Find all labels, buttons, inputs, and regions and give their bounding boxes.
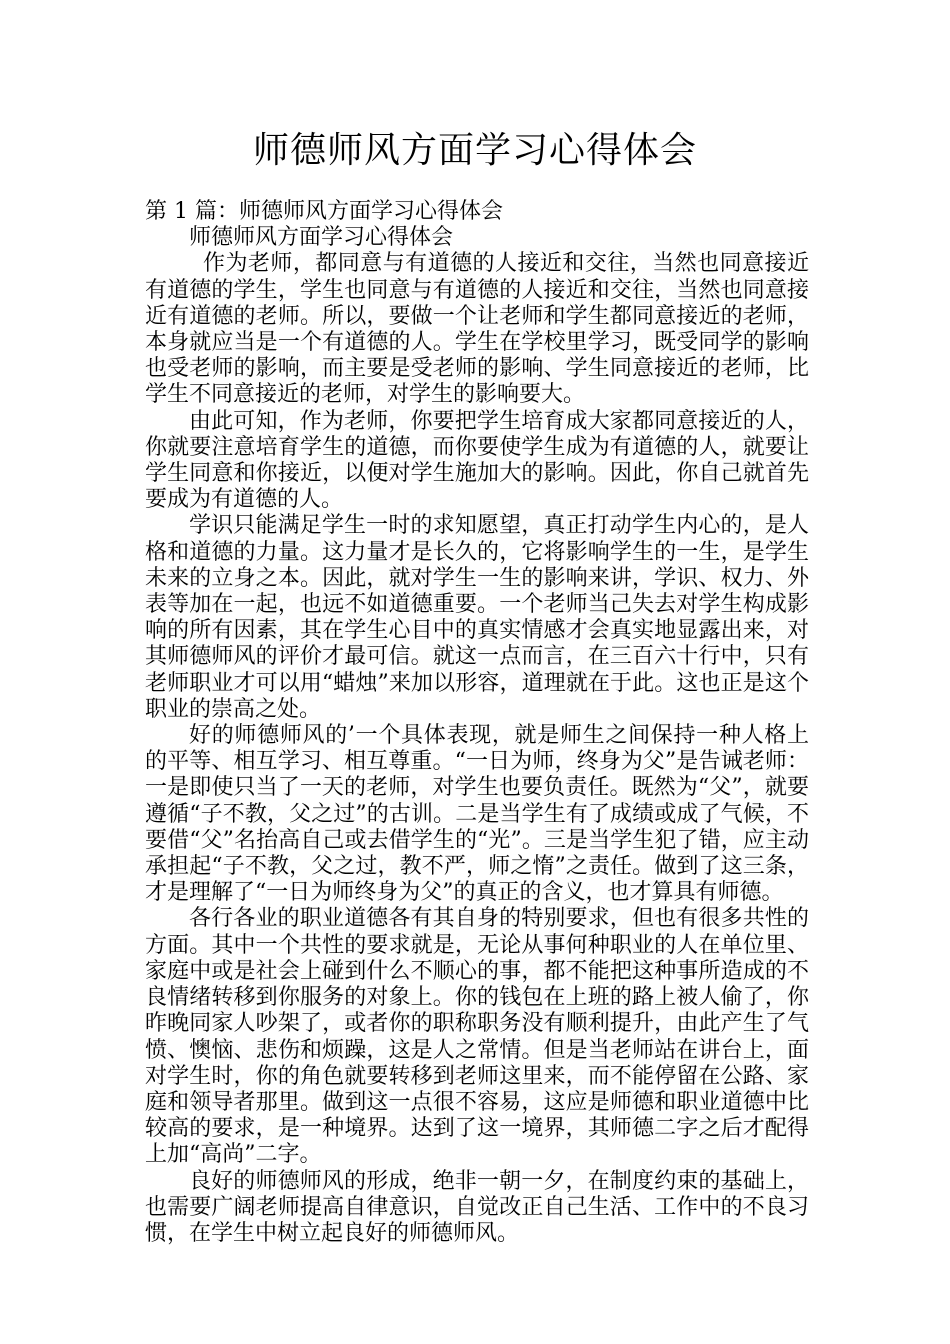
paragraph: 作为老师，都同意与有道德的人接近和交往，当然也同意接近有道德的学生，学生也同意与有道德的人接近和交往，当然也同意接近有道德的老师。所以，要做一个让老师和学生都同意接近的老师，本身就应当是一个有道德的人。学生在学校里学习，既受同学的影响也受老师的影响，而主要是受老师的影响、学生同意接近的老师，比学生不同意接近的老师，对学生的影响要大。 xyxy=(145,251,809,408)
paragraph: 各行各业的职业道德各有其自身的特别要求，但也有很多共性的方面。其中一个共性的要求就是，无论从事何种职业的人在单位里、家庭中或是社会上碰到什么不顺心的事，都不能把这种事所造成的不良情绪转移到你服务的对象上。你的钱包在上班的路上被人偷了，你昨晚同家人吵架了，或者你的职称职务没有顺利提升，由此产生了气愤、懊恼、悲伤和烦躁，这是人之常情。但是当老师站在讲台上，面对学生时，你的角色就要转移到老师这里来，而不能停留在公路、家庭和领导者那里。做到这一点很不容易，这应是师德和职业道德中比较高的要求，是一种境界。达到了这一境界，其师德二字之后才配得上加“高尚”二字。 xyxy=(145,906,809,1168)
paragraph: 由此可知，作为老师，你要把学生培育成大家都同意接近的人，你就要注意培育学生的道德，而你要使学生成为有道德的人，就要让学生同意和你接近，以便对学生施加大的影响。因此，你自己就首先要成为有道德的人。 xyxy=(145,408,809,513)
paragraph: 好的师德师风的’一个具体表现，就是师生之间保持一种人格上的平等、相互学习、相互尊重。“一日为师，终身为父”是告诫老师：一是即使只当了一天的老师，对学生也要负责任。既然为“父”，就要遵循“子不教，父之过”的古训。二是当学生有了成绩或成了气候，不要借“父”名抬高自己或去借学生的“光”。三是当学生犯了错，应主动承担起“子不教，父之过，教不严，师之惰”之责任。做到了这三条，才是理解了“一日为师终身为父”的真正的含义，也才算具有师德。 xyxy=(145,723,809,906)
document-body xyxy=(145,199,809,1247)
document-title: 师德师风方面学习心得体会 xyxy=(252,130,697,171)
sub-heading: 师德师风方面学习心得体会 xyxy=(189,225,454,251)
section-heading: 第 1 篇：师德师风方面学习心得体会 xyxy=(145,199,503,224)
paragraph: 良好的师德师风的形成，绝非一朝一夕，在制度约束的基础上，也需要广阔老师提高自律意识，自觉改正自己生活、工作中的不良习惯，在学生中树立起良好的师德师风。 xyxy=(145,1168,809,1246)
paragraph: 学识只能满足学生一时的求知愿望，真正打动学生内心的，是人格和道德的力量。这力量才是长久的，它将影响学生的一生，是学生未来的立身之本。因此，就对学生一生的影响来讲，学识、权力、外表等加在一起，也远不如道德重要。一个老师当己失去对学生构成影响的所有因素，其在学生心目中的真实情感才会真实地显露出来，对其师德师风的评价才最可信。就这一点而言，在三百六十行中，只有老师职业才可以用“蜡烛”来加以形容，道理就在于此。这也正是这个职业的崇高之处。 xyxy=(145,513,809,722)
